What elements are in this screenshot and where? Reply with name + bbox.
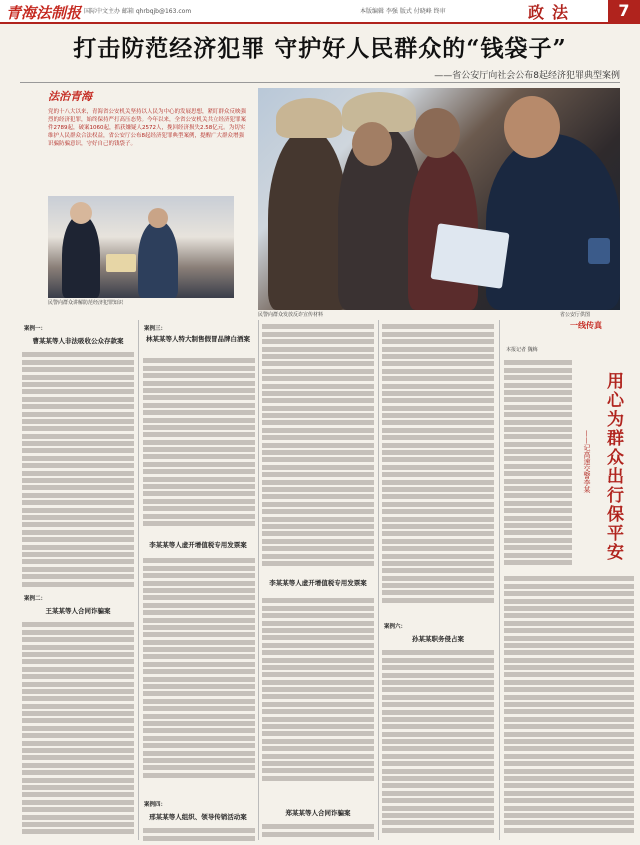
sidebar-reporter: 本报记者 魏梅 <box>506 347 538 353</box>
article-body-column-2b <box>143 556 255 796</box>
case-title: 林某某等人特大制售假冒品牌白酒案 <box>146 335 250 343</box>
masthead-info: 国际中文主办 邮箱 qhrbqjb@163.com <box>84 8 192 15</box>
column-rule <box>499 320 500 840</box>
case-title: 李某某等人虚开增值税专用发票案 <box>269 579 367 587</box>
sidebar-badge: 一线传真 <box>570 321 602 330</box>
case-title: 孙某某职务侵占案 <box>412 635 464 643</box>
article-body-column-2 <box>143 356 255 532</box>
subheadline: ——省公安厅向社会公布8起经济犯罪典型案例 <box>434 71 620 81</box>
photo2-caption: 民警向群众发放反诈宣传材料 <box>258 312 324 318</box>
case-title: 王某某等人合同诈骗案 <box>45 607 111 615</box>
article-body-column-3 <box>262 322 374 570</box>
article-body-column-3c <box>262 822 374 842</box>
article-body-column-4 <box>382 322 494 612</box>
article-body-column-2c <box>143 826 255 842</box>
case-title: 郑某某等人合同诈骗案 <box>285 809 351 817</box>
column-rule <box>138 320 139 840</box>
sidebar-subtitle: ——记高速交警李某 <box>583 430 591 493</box>
case-title: 曹某某等人非法吸收公众存款案 <box>32 337 124 345</box>
column-rule <box>258 320 259 840</box>
case-label: 案例一： <box>24 326 47 332</box>
case-title: 邢某某等人组织、领导传销活动案 <box>149 813 247 821</box>
article-body-column-4b <box>382 648 494 842</box>
case-label: 案例二： <box>24 596 47 602</box>
photo1-caption: 民警向群众讲解防范经济犯罪知识 <box>48 300 124 306</box>
article-body-column-3b <box>262 596 374 796</box>
case-title: 李某某等人虚开增值税专用发票案 <box>149 541 247 549</box>
intro-paragraph: 党的十八大以来，青海省公安机关坚持以人民为中心的发展思想，紧盯群众反映强烈的经济犯罪，始终保持严打高压态势。今年以来，全省公安机关共立经济犯罪案件2789起，破案1060起，抓获嫌疑人2572人，挽回经济损失2.58亿元。为切实维护人民群众合法权益，省公安厅公布8起经济犯罪典型案例，提醒广大群众增强识骗防骗意识，守好自己的钱袋子。 <box>48 109 247 147</box>
sidebar-title: 用心为群众出行保平安 <box>603 372 623 562</box>
masthead-editors: 本版编辑 李强 版式 付晓峰 终审 <box>360 8 446 15</box>
case-label: 案例三： <box>144 326 167 332</box>
photo-credit: 省公安厅供图 <box>560 312 591 318</box>
sidebar-body-top <box>504 358 572 568</box>
column-rule <box>378 320 379 840</box>
case-label: 案例四： <box>144 802 167 808</box>
photo-police-explaining <box>48 196 234 298</box>
column-title: 法治青海 <box>48 90 92 103</box>
sidebar-body-bottom <box>504 574 634 842</box>
headline: 打击防范经济犯罪 守护好人民群众的“钱袋子” <box>73 35 567 62</box>
page-number: 7 <box>608 0 640 22</box>
article-body-column-1 <box>22 350 134 590</box>
case-label: 案例六： <box>384 624 407 630</box>
article-body-column-1b <box>22 620 134 840</box>
photo-police-with-public <box>258 88 620 310</box>
divider <box>20 82 620 83</box>
section-name: 政法 <box>528 3 577 22</box>
newspaper-logo: 青海法制报 <box>6 4 82 22</box>
